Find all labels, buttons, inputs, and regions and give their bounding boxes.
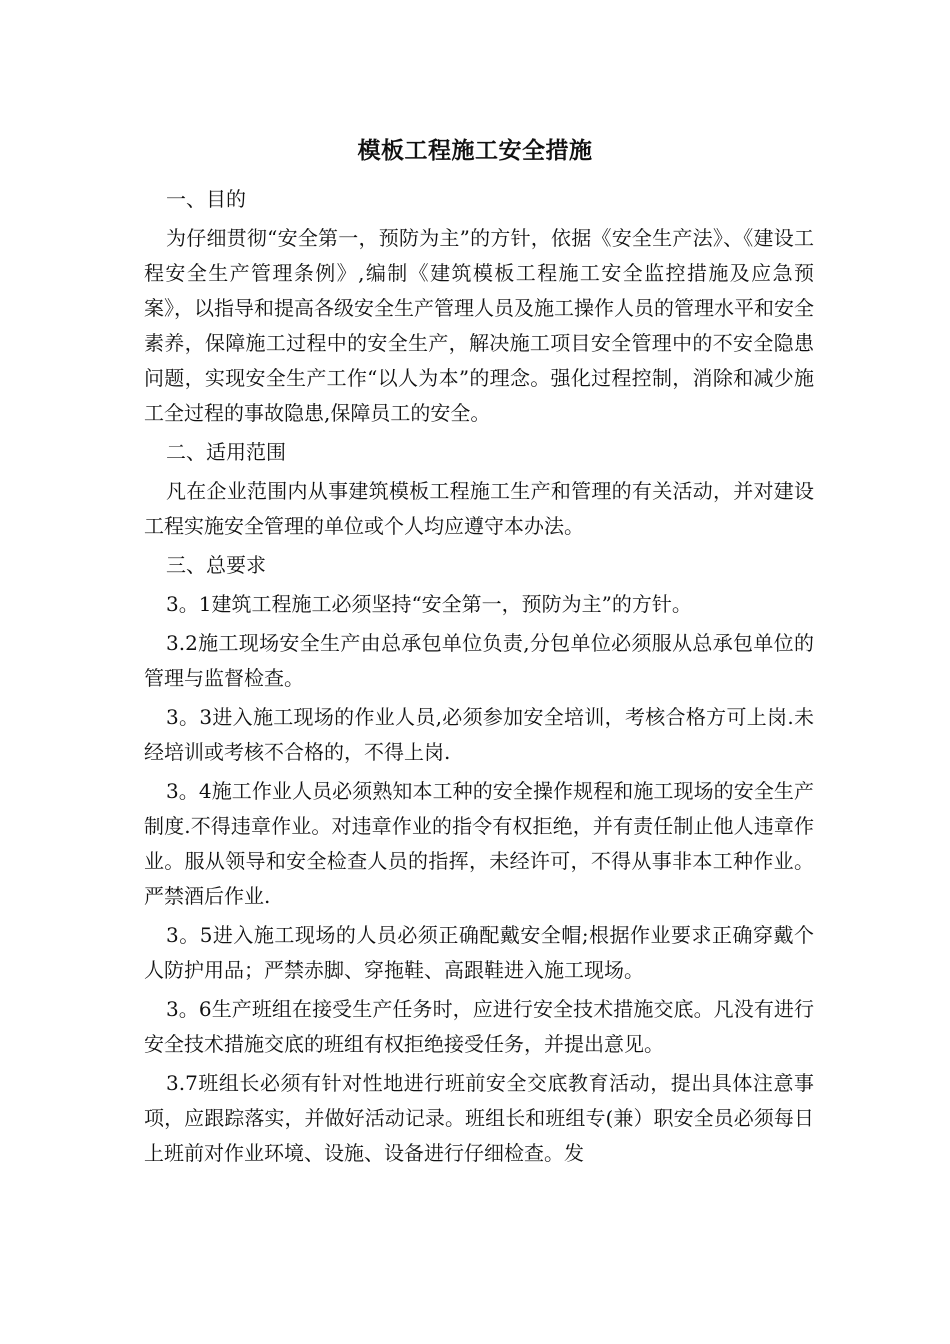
paragraph-req-3-3: 3。3进入施工现场的作业人员,必须参加安全培训，考核合格方可上岗.未经培训或考核不合格的，不得上岗. [144,705,814,764]
paragraph-req-3-4: 3。4施工作业人员必须熟知本工种的安全操作规程和施工现场的安全生产制度.不得违章作业。对违章作业的指令有权拒绝，并有责任制止他人违章作业。服从领导和安全检查人员的指挥，未经许可，不得从事非本工种作业。严禁酒后作业. [144,779,814,908]
paragraph-scope: 凡在企业范围内从事建筑模板工程施工生产和管理的有关活动，并对建设工程实施安全管理的单位或个人均应遵守本办法。 [144,479,814,538]
paragraph-req-3-1: 3。1建筑工程施工必须坚持“安全第一，预防为主”的方针。 [166,592,692,616]
paragraph-req-3-5: 3。5进入施工现场的人员必须正确配戴安全帽;根据作业要求正确穿戴个人防护用品；严禁赤脚、穿拖鞋、高跟鞋进入施工现场。 [144,923,814,982]
paragraph-req-3-2: 3.2施工现场安全生产由总承包单位负责,分包单位必须服从总承包单位的管理与监督检查。 [144,631,814,690]
section-heading-requirements: 三、总要求 [166,553,266,577]
document-body [144,182,814,1175]
paragraph-req-3-6: 3。6生产班组在接受生产任务时，应进行安全技术措施交底。凡没有进行安全技术措施交底的班组有权拒绝接受任务，并提出意见。 [144,997,814,1056]
section-heading-purpose: 一、目的 [166,187,246,211]
section-heading-scope: 二、适用范围 [166,440,286,464]
document-title: 模板工程施工安全措施 [357,137,593,164]
paragraph-purpose: 为仔细贯彻“安全第一，预防为主”的方针，依据《安全生产法》、《建设工程安全生产管理条例》,编制《建筑模板工程施工安全监控措施及应急预案》，以指导和提高各级安全生产管理人员及施工操作人员的管理水平和安全素养，保障施工过程中的安全生产，解决施工项目安全管理中的不安全隐患问题，实现安全生产工作“以人为本”的理念。强化过程控制，消除和减少施工全过程的事故隐患,保障员工的安全。 [144,226,814,425]
paragraph-req-3-7: 3.7班组长必须有针对性地进行班前安全交底教育活动，提出具体注意事项，应跟踪落实，并做好活动记录。班组长和班组专(兼）职安全员必须每日上班前对作业环境、设施、设备进行仔细检查。发 [144,1071,814,1165]
